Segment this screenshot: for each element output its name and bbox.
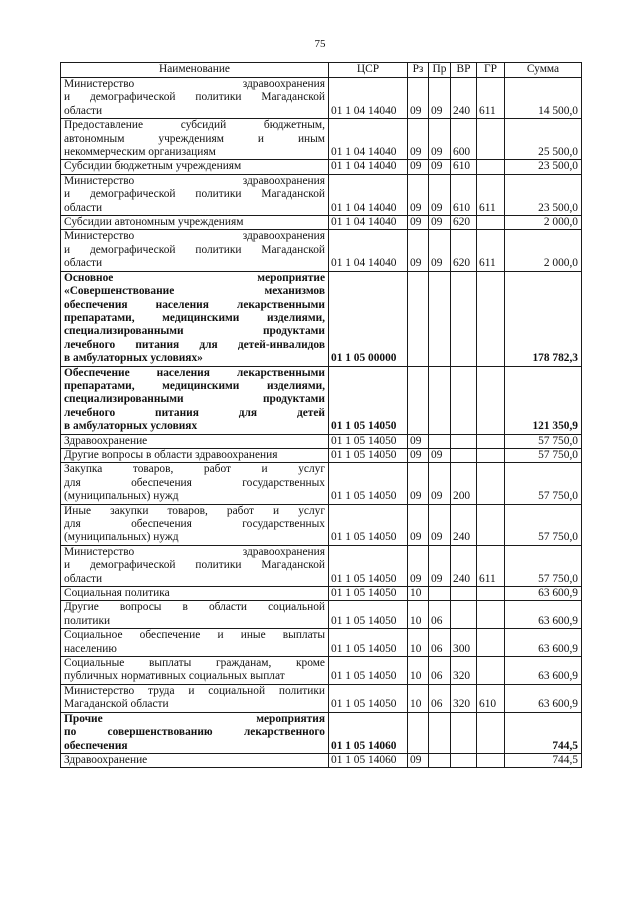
row-sum: 63 600,9 [505,629,582,657]
row-rz: 09 [408,434,429,448]
row-gr: 611 [477,78,505,119]
row-pr [429,366,451,434]
row-sum: 57 750,0 [505,504,582,545]
row-pr: 09 [429,504,451,545]
row-vr: 200 [451,463,477,504]
row-csr: 01 1 05 00000 [329,271,408,366]
row-pr [429,271,451,366]
table-row [61,712,582,753]
table-row [61,657,582,685]
table-row [61,271,582,366]
row-name [61,216,329,230]
row-csr: 01 1 05 14050 [329,434,408,448]
row-csr: 01 1 05 14050 [329,601,408,629]
row-name-line: Основное мероприятие [64,271,325,284]
row-vr [451,271,477,366]
row-gr: 611 [477,230,505,271]
row-pr: 06 [429,684,451,712]
row-name-line: Министерство труда и социальной политики [64,684,325,697]
row-sum: 744,5 [505,712,582,753]
row-name [61,78,329,119]
row-name-line: и демографической политики Магаданской [64,559,325,572]
row-name-line: Министерство здравоохранения [64,230,325,243]
row-pr: 06 [429,601,451,629]
table-row [61,601,582,629]
row-name-line: Субсидии бюджетным учреждениям [64,160,242,173]
row-pr [429,434,451,448]
row-csr: 01 1 05 14050 [329,587,408,601]
header-sum: Сумма [505,63,582,78]
row-name-line: лечебного питания для детей [64,406,325,419]
row-name-line: специализированными продуктами [64,325,325,338]
row-vr [451,712,477,753]
row-vr: 240 [451,545,477,586]
budget-table [60,62,582,768]
row-name-line: населению [64,642,117,655]
row-rz: 09 [408,216,429,230]
row-name [61,545,329,586]
row-rz [408,271,429,366]
row-gr [477,463,505,504]
row-rz: 09 [408,463,429,504]
row-gr [477,119,505,160]
row-pr: 09 [429,448,451,462]
row-gr [477,504,505,545]
row-name-line: по совершенствованию лекарственного [64,726,325,739]
row-rz: 09 [408,753,429,767]
row-gr [477,601,505,629]
row-csr: 01 1 04 14040 [329,216,408,230]
row-gr [477,216,505,230]
row-rz: 09 [408,545,429,586]
row-name-line: и демографической политики Магаданской [64,188,325,201]
row-name-line: «Совершенствование механизмов [64,285,325,298]
row-name [61,463,329,504]
row-name-line: препаратами, медицинскими изделиями, [64,379,325,392]
row-gr [477,587,505,601]
table-row [61,230,582,271]
row-vr [451,366,477,434]
row-name [61,230,329,271]
row-gr: 610 [477,684,505,712]
row-csr: 01 1 04 14040 [329,78,408,119]
row-name [61,434,329,448]
row-name-line: области [64,104,103,117]
table-row [61,504,582,545]
row-sum: 63 600,9 [505,684,582,712]
row-name-line: и демографической политики Магаданской [64,91,325,104]
row-rz: 09 [408,230,429,271]
header-name: Наименование [61,63,329,78]
row-name-line: области [64,257,103,270]
row-pr: 09 [429,230,451,271]
header-csr: ЦСР [329,63,408,78]
row-gr [477,434,505,448]
row-vr [451,601,477,629]
row-rz: 09 [408,119,429,160]
row-name-line: препаратами, медицинскими изделиями, [64,311,325,324]
row-gr [477,271,505,366]
table-row [61,78,582,119]
table-row [61,366,582,434]
row-csr: 01 1 04 14040 [329,230,408,271]
table-row [61,753,582,767]
row-rz: 09 [408,174,429,215]
row-name [61,504,329,545]
row-name-line: Здравоохранение [64,753,148,766]
header-gr: ГР [477,63,505,78]
row-name-line: Социальное обеспечение и иные выплаты [64,629,325,642]
row-vr [451,448,477,462]
row-name-line: обеспечения населения лекарственными [64,298,325,311]
row-sum: 2 000,0 [505,230,582,271]
row-rz: 10 [408,587,429,601]
row-csr: 01 1 05 14050 [329,463,408,504]
row-name-line: области [64,572,103,585]
row-name-line: в амбулаторных условиях [64,420,198,433]
row-sum: 23 500,0 [505,160,582,174]
row-name [61,753,329,767]
row-vr: 620 [451,230,477,271]
row-sum: 63 600,9 [505,587,582,601]
row-name-line: Обеспечение населения лекарственными [64,366,325,379]
row-name [61,587,329,601]
row-vr: 610 [451,160,477,174]
row-csr: 01 1 05 14050 [329,366,408,434]
row-gr [477,712,505,753]
row-sum: 744,5 [505,753,582,767]
row-sum: 57 750,0 [505,434,582,448]
row-sum: 57 750,0 [505,463,582,504]
row-pr [429,587,451,601]
row-pr: 09 [429,174,451,215]
row-rz: 10 [408,657,429,685]
row-gr [477,366,505,434]
row-gr [477,657,505,685]
row-pr: 06 [429,657,451,685]
row-pr [429,753,451,767]
row-name-line: Предоставление субсидий бюджетным, [64,119,325,132]
row-sum: 57 750,0 [505,448,582,462]
row-pr: 09 [429,545,451,586]
header-pr: Пр [429,63,451,78]
row-name-line: в амбулаторных условиях» [64,352,203,365]
table-row [61,587,582,601]
row-name-line: Другие вопросы в области социальной [64,601,325,614]
table-row [61,434,582,448]
row-vr: 610 [451,174,477,215]
row-vr: 620 [451,216,477,230]
row-name-line: обеспечения [64,739,128,752]
row-rz [408,366,429,434]
row-pr: 09 [429,78,451,119]
table-row [61,216,582,230]
row-gr: 611 [477,174,505,215]
row-name [61,160,329,174]
row-gr: 611 [477,545,505,586]
row-rz: 09 [408,78,429,119]
row-sum: 2 000,0 [505,216,582,230]
row-pr: 09 [429,216,451,230]
row-rz: 09 [408,504,429,545]
row-name-line: специализированными продуктами [64,393,325,406]
row-sum: 178 782,3 [505,271,582,366]
row-csr: 01 1 05 14050 [329,504,408,545]
header-rz: Рз [408,63,429,78]
row-rz: 10 [408,684,429,712]
row-sum: 63 600,9 [505,601,582,629]
row-pr: 09 [429,119,451,160]
row-name-line: (муниципальных) нужд [64,490,179,503]
row-name-line: Субсидии автономным учреждениям [64,216,244,229]
row-name-line: (муниципальных) нужд [64,531,179,544]
row-pr: 09 [429,160,451,174]
row-gr [477,629,505,657]
row-csr: 01 1 04 14040 [329,160,408,174]
row-sum: 121 350,9 [505,366,582,434]
row-csr: 01 1 05 14060 [329,712,408,753]
row-name-line: для обеспечения государственных [64,518,325,530]
row-name-line: Прочие мероприятия [64,712,325,725]
row-name [61,448,329,462]
row-name-line: лечебного питания для детей-инвалидов [64,338,325,351]
row-name-line: некоммерческим организациям [64,146,216,159]
table-header-row [61,63,582,78]
row-name [61,657,329,685]
row-sum: 14 500,0 [505,78,582,119]
row-csr: 01 1 05 14050 [329,448,408,462]
table-row [61,160,582,174]
row-name [61,271,329,366]
table-row [61,174,582,215]
row-name-line: Иные закупки товаров, работ и услуг [64,504,325,517]
row-name-line: Министерство здравоохранения [64,174,325,187]
row-name [61,712,329,753]
row-pr [429,712,451,753]
row-vr [451,587,477,601]
row-name-line: Закупка товаров, работ и услуг [64,463,325,476]
row-rz: 10 [408,601,429,629]
row-name-line: и демографической политики Магаданской [64,243,325,256]
row-vr: 320 [451,657,477,685]
row-name-line: для обеспечения государственных [64,476,325,489]
row-csr: 01 1 05 14060 [329,753,408,767]
row-name-line: Министерство здравоохранения [64,78,325,90]
row-name-line: Социальная политика [64,587,170,600]
row-sum: 23 500,0 [505,174,582,215]
table-row [61,463,582,504]
row-name [61,601,329,629]
table-row [61,119,582,160]
row-vr: 300 [451,629,477,657]
row-vr: 320 [451,684,477,712]
header-vr: ВР [451,63,477,78]
row-name [61,629,329,657]
table-row [61,545,582,586]
row-rz: 09 [408,448,429,462]
row-name [61,174,329,215]
row-gr [477,753,505,767]
table-row [61,684,582,712]
row-name-line: политики [64,614,111,627]
row-name [61,684,329,712]
row-csr: 01 1 04 14040 [329,119,408,160]
row-name-line: автономным учреждениям и иным [64,132,325,145]
row-pr: 09 [429,463,451,504]
row-name-line: области [64,201,103,214]
row-name [61,366,329,434]
row-rz: 09 [408,160,429,174]
row-csr: 01 1 04 14040 [329,174,408,215]
row-name-line: Социальные выплаты гражданам, кроме [64,657,325,670]
row-pr: 06 [429,629,451,657]
row-rz [408,712,429,753]
row-csr: 01 1 05 14050 [329,545,408,586]
row-vr [451,434,477,448]
row-name-line: публичных нормативных социальных выплат [64,670,285,683]
table-row [61,448,582,462]
table-row [61,629,582,657]
page-number: 75 [314,38,326,50]
row-rz: 10 [408,629,429,657]
row-csr: 01 1 05 14050 [329,684,408,712]
row-name-line: Другие вопросы в области здравоохранения [64,448,278,461]
row-name-line: Министерство здравоохранения [64,545,325,558]
row-vr: 600 [451,119,477,160]
row-name [61,119,329,160]
row-csr: 01 1 05 14050 [329,629,408,657]
row-sum: 57 750,0 [505,545,582,586]
row-sum: 25 500,0 [505,119,582,160]
row-name-line: Здравоохранение [64,434,148,447]
row-csr: 01 1 05 14050 [329,657,408,685]
row-sum: 63 600,9 [505,657,582,685]
row-name-line: Магаданской области [64,698,169,711]
row-gr [477,448,505,462]
row-gr [477,160,505,174]
row-vr: 240 [451,504,477,545]
row-vr: 240 [451,78,477,119]
row-vr [451,753,477,767]
